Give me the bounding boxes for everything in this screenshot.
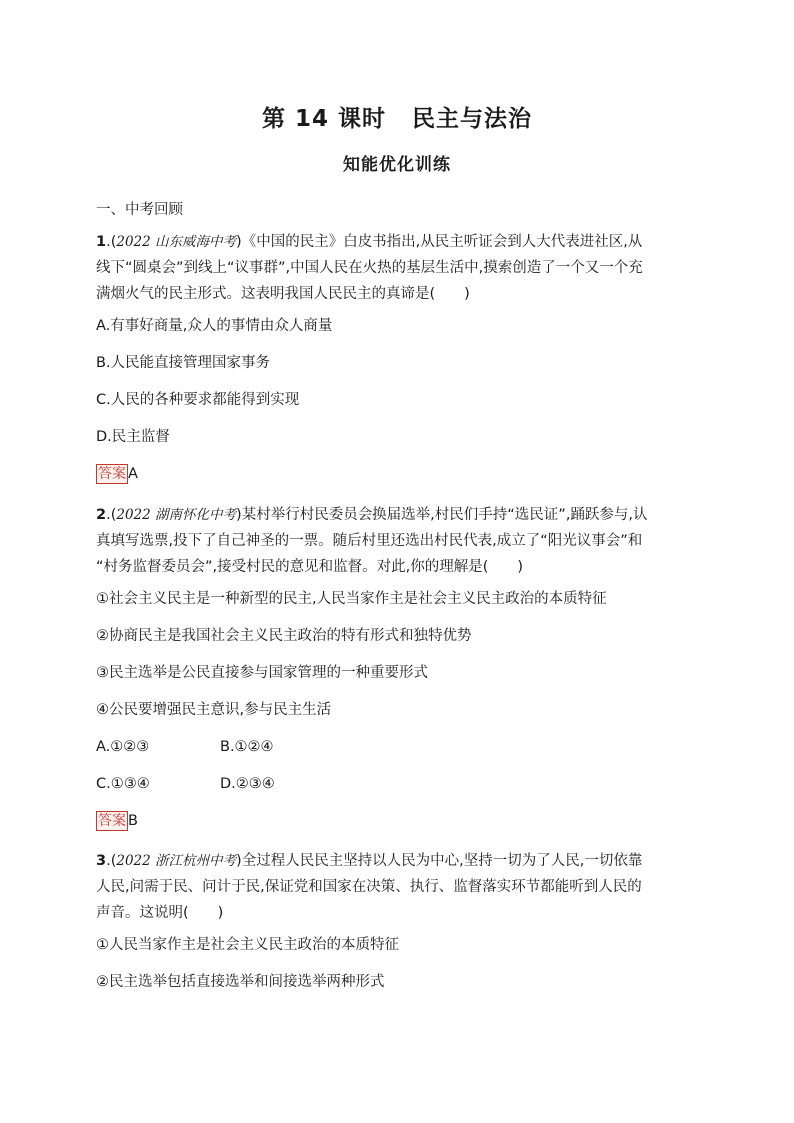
answer-tag: 答案 — [98, 813, 126, 829]
q2-option-c: C.①③④ — [96, 776, 150, 792]
q1-line2: 线下“圆桌会”到线上“议事群”,中国人民在火热的基层生活中,摸索创造了一个又一个充 — [96, 260, 643, 276]
q2-line1: 2.(2022 湖南怀化中考)某村举行村民委员会换届选举,村民们手持“选民证”,踊跃参与,认 — [96, 507, 648, 523]
page-title: 第 14 课时 民主与法治 — [261, 106, 533, 132]
q2-statement-2: ②协商民主是我国社会主义民主政治的特有形式和独特优势 — [96, 628, 472, 644]
q1-answer-value: A — [128, 466, 138, 482]
q3-line3: 声音。这说明( ) — [96, 905, 224, 921]
q2-option-d: D.②③④ — [220, 776, 275, 792]
q1-source: 2022 山东威海中考 — [116, 234, 237, 250]
q1-number: 1 — [96, 234, 107, 250]
q1-line3: 满烟火气的民主形式。这表明我国人民民主的真谛是( ) — [96, 286, 470, 302]
q2-answer-value: B — [128, 813, 138, 829]
q1-option-a: A.有事好商量,众人的事情由众人商量 — [96, 318, 333, 334]
q3-number: 3 — [96, 853, 107, 869]
q2-number: 2 — [96, 507, 107, 523]
answer-tag: 答案 — [98, 466, 126, 482]
q1-option-c: C.人民的各种要求都能得到实现 — [96, 392, 300, 408]
q3-line1: 3.(2022 浙江杭州中考)全过程人民民主坚持以人民为中心,坚持一切为了人民,一切依靠 — [96, 853, 643, 869]
q2-option-a: A.①②③ — [96, 739, 150, 755]
q3-line2: 人民,问需于民、问计于民,保证党和国家在决策、执行、监督落实环节都能听到人民的 — [96, 879, 642, 895]
section-heading: 一、中考回顾 — [96, 202, 183, 218]
q1-option-b: B.人民能直接管理国家事务 — [96, 355, 271, 371]
q2-option-b: B.①②④ — [220, 739, 274, 755]
q2-line3: “村务监督委员会”,接受村民的意见和监督。对此,你的理解是( ) — [96, 559, 524, 575]
q3-source: 2022 浙江杭州中考 — [116, 853, 237, 869]
q3-statement-1: ①人民当家作主是社会主义民主政治的本质特征 — [96, 937, 399, 953]
q2-statement-3: ③民主选举是公民直接参与国家管理的一种重要形式 — [96, 665, 428, 681]
page-subtitle: 知能优化训练 — [343, 155, 451, 175]
q1-option-d: D.民主监督 — [96, 429, 170, 445]
q2-statement-4: ④公民要增强民主意识,参与民主生活 — [96, 702, 332, 718]
q1-answer — [96, 463, 138, 485]
q3-statement-2: ②民主选举包括直接选举和间接选举两种形式 — [96, 974, 385, 990]
q2-line2: 真填写选票,投下了自己神圣的一票。随后村里还选出村民代表,成立了“阳光议事会”和 — [96, 533, 643, 549]
q1-line1: 1.(2022 山东威海中考)《中国的民主》白皮书指出,从民主听证会到人大代表进社区,从 — [96, 234, 643, 250]
q2-source: 2022 湖南怀化中考 — [116, 507, 237, 523]
q2-statement-1: ①社会主义民主是一种新型的民主,人民当家作主是社会主义民主政治的本质特征 — [96, 591, 607, 607]
q2-answer — [96, 810, 138, 832]
